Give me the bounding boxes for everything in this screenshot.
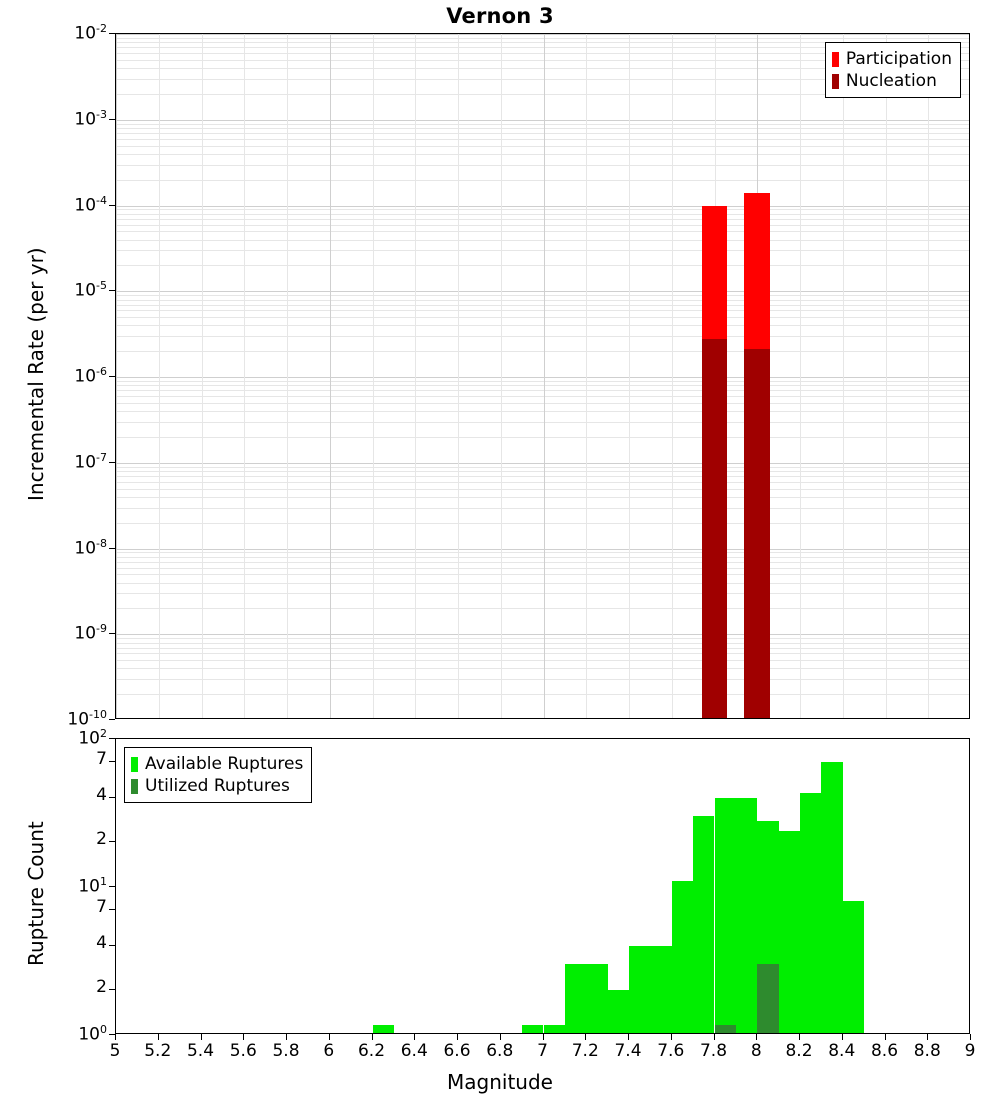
- rupture-count-plot: [115, 738, 970, 1034]
- gridline-vertical: [373, 34, 374, 718]
- x-tickmark: [927, 1034, 928, 1040]
- legend-swatch-icon: [131, 779, 138, 794]
- x-tickmark: [543, 1034, 544, 1040]
- legend-label: Nucleation: [845, 71, 937, 91]
- x-tick-label: 7.6: [657, 1041, 685, 1061]
- x-tickmark: [628, 1034, 629, 1040]
- x-tick-label: 7.8: [699, 1041, 728, 1061]
- gridline-vertical: [244, 34, 245, 718]
- y-tickmark: [109, 909, 115, 910]
- x-tickmark: [970, 1034, 971, 1040]
- y-tickmark: [109, 886, 115, 887]
- y-tick-label-bottom: 4: [96, 932, 107, 953]
- x-tick-label: 5.8: [272, 1041, 300, 1061]
- x-tick-label: 5.6: [229, 1041, 257, 1061]
- x-tick-label: 6.2: [357, 1041, 386, 1061]
- y-tick-label-top: $10^{-4}$: [74, 193, 107, 216]
- gridline-vertical: [159, 34, 160, 718]
- gridline-vertical: [415, 34, 416, 718]
- x-tick-label: 6.4: [400, 1041, 428, 1061]
- legend-label: Available Ruptures: [145, 754, 304, 774]
- bar-utilized-ruptures: [757, 964, 778, 1034]
- incremental-rate-plot: [115, 33, 970, 719]
- y-tick-label-bottom: $10^2$: [78, 727, 107, 749]
- bar-available-ruptures: [373, 1025, 394, 1034]
- x-tick-label: 7.2: [571, 1041, 599, 1061]
- x-tickmark: [756, 1034, 757, 1040]
- bar-available-ruptures: [779, 831, 800, 1034]
- x-tickmark: [885, 1034, 886, 1040]
- y-tickmark: [109, 989, 115, 990]
- gridline-vertical: [458, 34, 459, 718]
- x-tickmark: [585, 1034, 586, 1040]
- gridline-vertical: [202, 34, 203, 718]
- x-tickmark: [158, 1034, 159, 1040]
- y-tickmark: [109, 290, 115, 291]
- y-tickmark: [109, 797, 115, 798]
- gridline-vertical: [928, 34, 929, 718]
- x-tick-label: 6: [323, 1041, 335, 1061]
- y-tickmark: [109, 719, 115, 720]
- y-tickmark: [109, 376, 115, 377]
- gridline-vertical: [116, 34, 117, 718]
- gridline-vertical: [800, 34, 801, 718]
- x-tick-label: 6.6: [443, 1041, 471, 1061]
- gridline-vertical: [330, 34, 331, 718]
- y-tickmark: [109, 633, 115, 634]
- x-tickmark: [115, 1034, 116, 1040]
- x-tick-label: 5.2: [144, 1041, 172, 1061]
- y-tick-label-top: $10^{-7}$: [74, 450, 107, 473]
- y-tick-label-bottom: $10^1$: [78, 875, 107, 897]
- bar-available-ruptures: [843, 901, 864, 1034]
- x-tickmark: [372, 1034, 373, 1040]
- x-tickmark: [842, 1034, 843, 1040]
- y-tickmark: [109, 761, 115, 762]
- gridline-vertical: [886, 34, 887, 718]
- bar-available-ruptures: [672, 881, 693, 1034]
- y-tickmark: [109, 205, 115, 206]
- x-tickmark: [329, 1034, 330, 1040]
- bar-available-ruptures: [800, 793, 821, 1034]
- x-tick-label: 9: [964, 1041, 976, 1061]
- bar-nucleation: [744, 349, 770, 719]
- y-tick-label-top: $10^{-6}$: [74, 365, 107, 387]
- bar-utilized-ruptures: [715, 1025, 736, 1034]
- x-tick-label: 7: [537, 1041, 548, 1061]
- y-tick-label-bottom: 7: [96, 748, 107, 769]
- bar-available-ruptures: [715, 798, 736, 1034]
- x-tickmark: [671, 1034, 672, 1040]
- y-tick-label-top: $10^{-9}$: [74, 622, 107, 644]
- legend-rupture-count: [124, 747, 312, 803]
- gridline-vertical: [501, 34, 502, 718]
- y-tick-label-bottom: 7: [96, 896, 107, 917]
- bar-available-ruptures: [821, 762, 842, 1034]
- x-tick-label: 8.6: [870, 1041, 899, 1061]
- x-tick-label: 8.8: [913, 1041, 941, 1061]
- top-plot-area: [116, 34, 969, 718]
- legend-label: Utilized Ruptures: [145, 776, 290, 796]
- x-tick-label: 5.4: [186, 1041, 215, 1061]
- legend-label: Participation: [845, 49, 952, 69]
- y-tickmark: [109, 548, 115, 549]
- y-tick-label-bottom: $10^0$: [78, 1023, 107, 1045]
- x-tickmark: [243, 1034, 244, 1040]
- bar-available-ruptures: [693, 816, 714, 1034]
- bar-available-ruptures: [544, 1025, 565, 1034]
- x-tickmark: [414, 1034, 415, 1040]
- y-tickmark: [109, 462, 115, 463]
- x-tick-label: 5: [109, 1041, 121, 1061]
- bar-available-ruptures: [586, 964, 607, 1034]
- x-tickmark: [201, 1034, 202, 1040]
- y-tick-label-bottom: 2: [96, 977, 107, 998]
- x-tickmark: [457, 1034, 458, 1040]
- y-axis-label-bottom: Rupture Count: [24, 821, 48, 966]
- legend-swatch-icon: [832, 52, 839, 67]
- bar-available-ruptures: [608, 990, 629, 1034]
- figure-title: Vernon 3: [446, 4, 554, 28]
- y-tick-label-top: $10^{-5}$: [74, 279, 107, 301]
- gridline-vertical: [544, 34, 545, 718]
- y-axis-label-top: Incremental Rate (per yr): [24, 247, 48, 501]
- x-tickmark: [799, 1034, 800, 1040]
- y-tick-label-top: $10^{-2}$: [74, 22, 107, 44]
- y-tickmark: [109, 33, 115, 34]
- bar-available-ruptures: [565, 964, 586, 1034]
- gridline-vertical: [629, 34, 630, 718]
- x-tickmark: [286, 1034, 287, 1040]
- gridline-vertical: [672, 34, 673, 718]
- bar-available-ruptures: [629, 946, 650, 1034]
- legend-swatch-icon: [832, 74, 839, 89]
- legend-incremental-rate: [825, 42, 961, 98]
- legend-item: [832, 70, 952, 92]
- bar-available-ruptures: [522, 1025, 543, 1034]
- y-tick-label-bottom: 4: [96, 784, 107, 805]
- bar-available-ruptures: [650, 946, 671, 1034]
- legend-swatch-icon: [131, 757, 138, 772]
- y-tick-label-top: $10^{-8}$: [74, 536, 107, 559]
- y-tickmark: [109, 945, 115, 946]
- x-axis-label: Magnitude: [447, 1070, 553, 1094]
- x-tick-label: 8.4: [828, 1041, 856, 1061]
- x-tick-label: 8: [750, 1041, 762, 1061]
- y-tick-label-bottom: 2: [96, 829, 107, 850]
- gridline-vertical: [287, 34, 288, 718]
- gridline-vertical: [586, 34, 587, 718]
- x-tick-label: 8.2: [785, 1041, 813, 1061]
- bar-available-ruptures: [736, 798, 757, 1034]
- y-tickmark: [109, 738, 115, 739]
- gridline-vertical: [843, 34, 844, 718]
- x-tick-label: 6.8: [486, 1041, 514, 1061]
- y-tick-label-top: $10^{-10}$: [67, 708, 107, 730]
- y-tick-label-top: $10^{-3}$: [74, 107, 107, 130]
- x-tickmark: [500, 1034, 501, 1040]
- y-tickmark: [109, 841, 115, 842]
- legend-item: [131, 775, 303, 797]
- y-tickmark: [109, 119, 115, 120]
- bar-nucleation: [702, 339, 728, 719]
- x-tick-label: 7.4: [614, 1041, 642, 1061]
- legend-item: [131, 753, 303, 775]
- legend-item: [832, 48, 952, 70]
- x-tickmark: [714, 1034, 715, 1040]
